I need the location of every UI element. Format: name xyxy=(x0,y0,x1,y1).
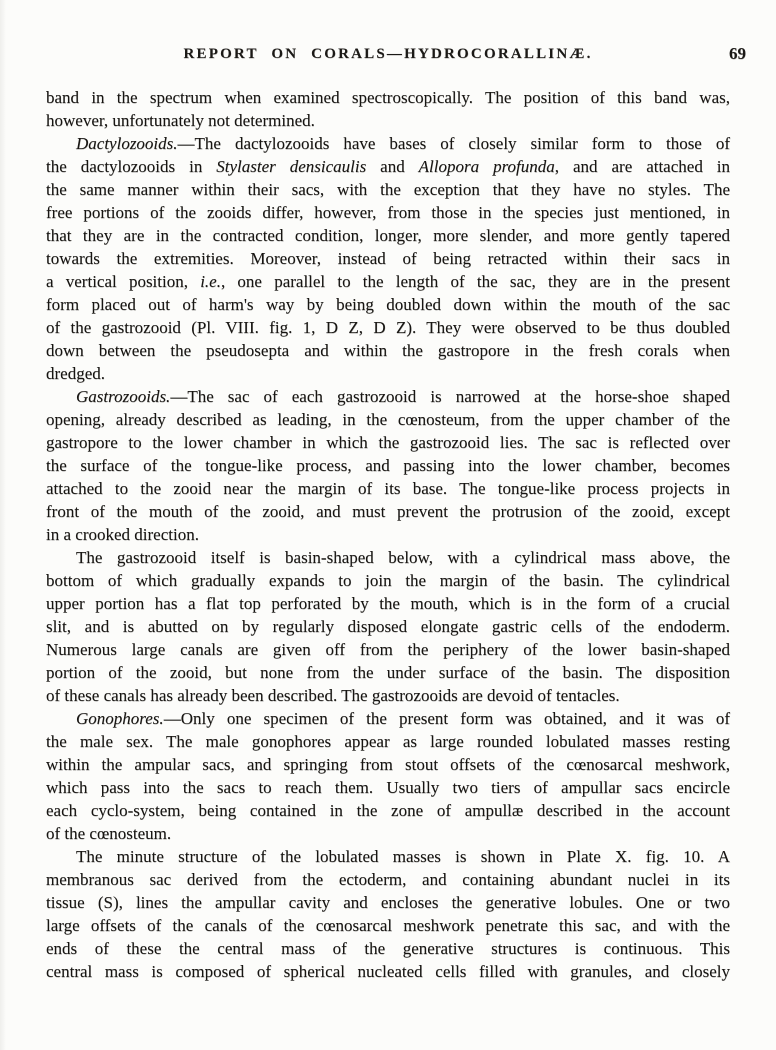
italic-text: Gonophores. xyxy=(76,709,164,728)
text-line xyxy=(46,477,730,500)
body-text: attached to the zooid near the margin of its base. The tongue-like process projects in xyxy=(46,479,730,498)
text-line xyxy=(46,661,730,684)
paragraph xyxy=(46,845,730,983)
italic-text: Allopora profunda xyxy=(418,157,555,176)
paragraph xyxy=(46,132,730,385)
text-line xyxy=(46,132,730,155)
text-line xyxy=(46,224,730,247)
text-line xyxy=(46,178,730,201)
body-text: in a crooked direction. xyxy=(46,525,199,544)
body-text: of the cœnosteum. xyxy=(46,824,172,843)
body-text: the surface of the tongue-like process, and passing into the lower chamber, becomes xyxy=(46,456,730,475)
text-line xyxy=(46,592,730,615)
body-text: which pass into the sacs to reach them. Usually two tiers of ampullar sacs encircle xyxy=(46,778,730,797)
page-header xyxy=(0,46,776,66)
body-text: however, unfortunately not determined. xyxy=(46,111,315,130)
body-text: ends of these the central mass of the generative structures is continuous. This xyxy=(46,939,730,958)
text-line xyxy=(46,937,730,960)
italic-text: i.e. xyxy=(200,272,221,291)
text-line xyxy=(46,155,730,178)
text-line xyxy=(46,109,730,132)
text-line xyxy=(46,914,730,937)
text-line xyxy=(46,638,730,661)
text-line xyxy=(46,431,730,454)
body-text: —The sac of each gastrozooid is narrowed at the horse-shoe shaped xyxy=(170,387,730,406)
body-text: central mass is composed of spherical nucleated cells filled with granules, and closely xyxy=(46,962,730,981)
text-line xyxy=(46,247,730,270)
body-text: , and are attached in xyxy=(554,157,730,176)
body-text: tissue (S), lines the ampullar cavity and encloses the generative lobules. One or two xyxy=(46,893,730,912)
body-text: and xyxy=(366,157,419,176)
body-text: within the ampular sacs, and springing from stout offsets of the cœnosarcal meshwork, xyxy=(46,755,730,774)
paragraph xyxy=(46,86,730,132)
italic-text: Gastrozooids. xyxy=(76,387,171,406)
body-text: the same manner within their sacs, with the exception that they have no styles. The xyxy=(46,180,730,199)
paragraph xyxy=(46,546,730,707)
text-line xyxy=(46,546,730,569)
body-text: band in the spectrum when examined spectroscopically. The position of this band was, xyxy=(46,88,730,107)
body-text: dredged. xyxy=(46,364,106,383)
text-line xyxy=(46,500,730,523)
text-line xyxy=(46,615,730,638)
text-line xyxy=(46,201,730,224)
body-text: the male sex. The male gonophores appear as large rounded lobulated masses resting xyxy=(46,732,730,751)
paragraph xyxy=(46,385,730,546)
text-line xyxy=(46,776,730,799)
body-text: large offsets of the canals of the cœnosarcal meshwork penetrate this sac, and with the xyxy=(46,916,730,935)
scan-edge-shadow xyxy=(0,0,6,1050)
body-text: towards the extremities. Moreover, instead of being retracted within their sacs in xyxy=(46,249,730,268)
body-text: a vertical position, xyxy=(46,272,201,291)
text-line xyxy=(46,753,730,776)
body-text: free portions of the zooids differ, however, from those in the species just mentioned, in xyxy=(46,203,730,222)
text-line xyxy=(46,86,730,109)
text-line xyxy=(46,270,730,293)
text-line xyxy=(46,868,730,891)
italic-text: Dactylozooids. xyxy=(76,134,178,153)
body-text: —Only one specimen of the present form was obtained, and it was of xyxy=(163,709,730,728)
body-text: gastropore to the lower chamber in which the gastrozooid lies. The sac is reflected over xyxy=(46,433,730,452)
text-line xyxy=(46,385,730,408)
text-line xyxy=(46,362,730,385)
text-line xyxy=(46,891,730,914)
body-text: opening, already described as leading, in the cœnosteum, from the upper chamber of the xyxy=(46,410,730,429)
body-text: bottom of which gradually expands to join the margin of the basin. The cylindrical xyxy=(46,571,730,590)
text-line xyxy=(46,707,730,730)
body-text: each cyclo-system, being contained in the zone of ampullæ described in the account xyxy=(46,801,730,820)
body-text: down between the pseudosepta and within the gastropore in the fresh corals when xyxy=(46,341,730,360)
text-line xyxy=(46,293,730,316)
text-line xyxy=(46,408,730,431)
body-text: The gastrozooid itself is basin-shaped below, with a cylindrical mass above, the xyxy=(76,548,730,567)
text-line xyxy=(46,569,730,592)
body-text: Numerous large canals are given off from the periphery of the lower basin-shaped xyxy=(46,640,730,659)
text-line xyxy=(46,339,730,362)
text-line xyxy=(46,316,730,339)
body-text: membranous sac derived from the ectoderm, and containing abundant nuclei in its xyxy=(46,870,730,889)
body-text: slit, and is abutted on by regularly disposed elongate gastric cells of the endoderm. xyxy=(46,617,730,636)
page-number: 69 xyxy=(729,44,746,63)
paragraph xyxy=(46,707,730,845)
body-text: form placed out of harm's way by being doubled down within the mouth of the sac xyxy=(46,295,730,314)
text-line xyxy=(46,845,730,868)
body-text: of these canals has already been described. The gastrozooids are devoid of tentacles. xyxy=(46,686,620,705)
text-line xyxy=(46,684,730,707)
body-text: —The dactylozooids have bases of closely similar form to those of xyxy=(177,134,730,153)
body-text: the dactylozooids in xyxy=(46,157,217,176)
body-text: , one parallel to the length of the sac, they are in the present xyxy=(220,272,730,291)
body-text: portion of the zooid, but none from the under surface of the basin. The disposition xyxy=(46,663,730,682)
running-title: REPORT ON CORALS—HYDROCORALLINÆ. xyxy=(183,46,593,62)
body-text: The minute structure of the lobulated masses is shown in Plate X. fig. 10. A xyxy=(76,847,730,866)
text-line xyxy=(46,523,730,546)
text-line xyxy=(46,799,730,822)
text-line xyxy=(46,960,730,983)
body-text: upper portion has a flat top perforated by the mouth, which is in the form of a crucial xyxy=(46,594,730,613)
text-line xyxy=(46,730,730,753)
body-text: front of the mouth of the zooid, and must prevent the protrusion of the zooid, except xyxy=(46,502,730,521)
page-body xyxy=(0,86,776,983)
text-line xyxy=(46,822,730,845)
text-line xyxy=(46,454,730,477)
body-text: that they are in the contracted condition, longer, more slender, and more gently tapered xyxy=(46,226,730,245)
body-text: of the gastrozooid (Pl. VIII. fig. 1, D Z, D Z). They were observed to be thus doubled xyxy=(46,318,730,337)
italic-text: Stylaster densicaulis xyxy=(216,157,367,176)
